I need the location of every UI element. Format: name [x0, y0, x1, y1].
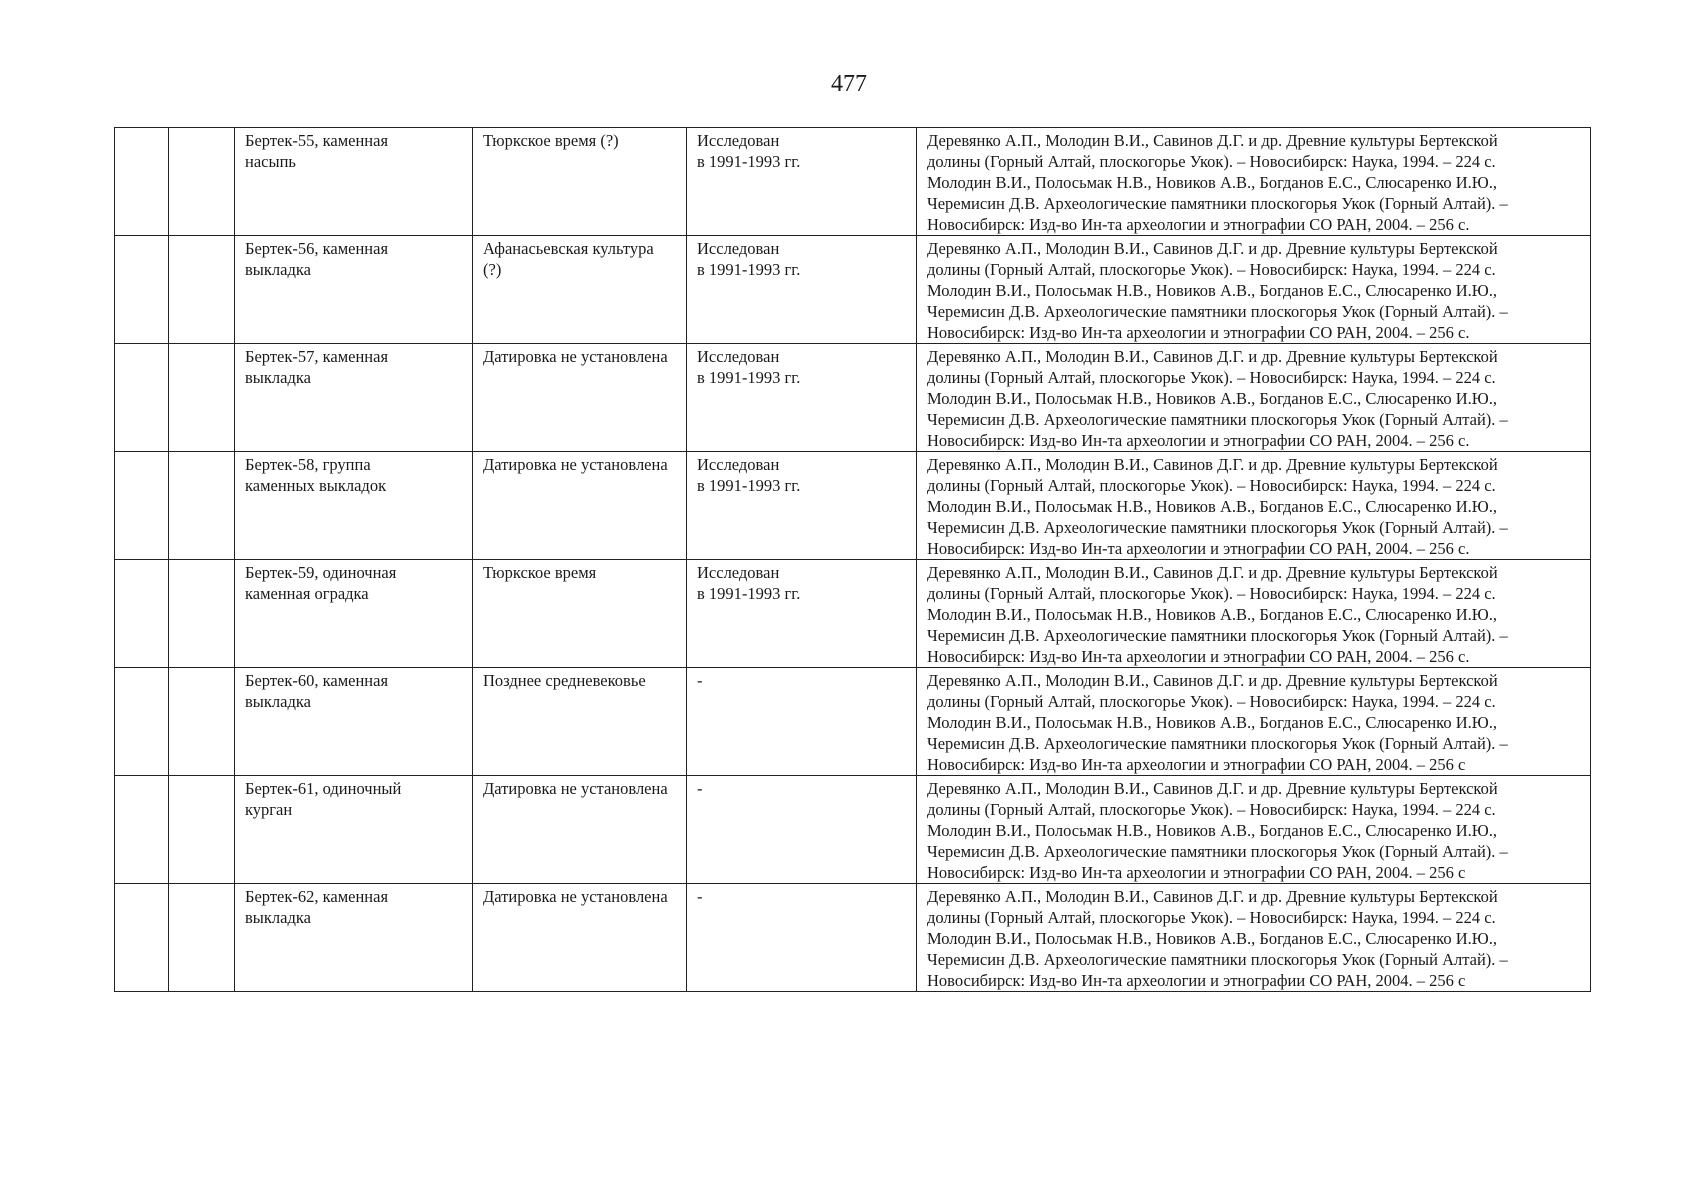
cell-dating [473, 128, 687, 236]
cell-code [169, 452, 235, 560]
cell-dating-text: Позднее средневековье [483, 671, 646, 690]
table-row [115, 452, 1591, 560]
table-row [115, 236, 1591, 344]
cell-dating-text: Афанасьевская культура (?) [483, 239, 654, 279]
cell-site-line: Бертек-62, каменная [245, 887, 389, 906]
cell-status [687, 236, 917, 344]
cell-code [169, 884, 235, 992]
cell-number [115, 452, 169, 560]
cell-literature-line: Новосибирск: Изд-во Ин-та археологии и этнографии СО РАН, 2004. – 256 с [927, 971, 1466, 990]
cell-literature-line: долины (Горный Алтай, плоскогорье Укок). – Новосибирск: Наука, 1994. – 224 с. [927, 800, 1496, 819]
cell-status-line: в 1991-1993 гг. [697, 260, 801, 279]
page-number: 477 [831, 71, 867, 97]
cell-status [687, 452, 917, 560]
cell-site [235, 884, 473, 992]
cell-literature [917, 884, 1591, 992]
cell-dating-text: Тюркское время (?) [483, 131, 619, 150]
cell-status-line: - [697, 887, 703, 906]
cell-site-line: Бертек-61, одиночный [245, 779, 402, 798]
cell-literature-line: Новосибирск: Изд-во Ин-та археологии и этнографии СО РАН, 2004. – 256 с. [927, 215, 1470, 234]
cell-literature-line: Новосибирск: Изд-во Ин-та археологии и этнографии СО РАН, 2004. – 256 с. [927, 323, 1470, 342]
cell-literature-line: Новосибирск: Изд-во Ин-та археологии и этнографии СО РАН, 2004. – 256 с. [927, 539, 1470, 558]
cell-site [235, 560, 473, 668]
cell-literature-line: долины (Горный Алтай, плоскогорье Укок). – Новосибирск: Наука, 1994. – 224 с. [927, 692, 1496, 711]
cell-site-line: Бертек-58, группа [245, 455, 371, 474]
cell-status-line: Исследован [697, 455, 780, 474]
cell-dating-text: Датировка не установлена [483, 455, 668, 474]
cell-literature-line: Новосибирск: Изд-во Ин-та археологии и этнографии СО РАН, 2004. – 256 с [927, 755, 1466, 774]
cell-site-line: Бертек-56, каменная [245, 239, 389, 258]
cell-literature-line: Молодин В.И., Полосьмак Н.В., Новиков А.В., Богданов Е.С., Слюсаренко И.Ю., [927, 281, 1497, 300]
table-row [115, 128, 1591, 236]
cell-site-line: каменных выкладок [245, 476, 387, 495]
cell-literature-line: Черемисин Д.В. Археологические памятники плоскогорья Укок (Горный Алтай). – [927, 734, 1508, 753]
table-row [115, 884, 1591, 992]
cell-dating [473, 236, 687, 344]
cell-literature-line: долины (Горный Алтай, плоскогорье Укок). – Новосибирск: Наука, 1994. – 224 с. [927, 476, 1496, 495]
cell-status-line: в 1991-1993 гг. [697, 476, 801, 495]
cell-literature-line: долины (Горный Алтай, плоскогорье Укок). – Новосибирск: Наука, 1994. – 224 с. [927, 584, 1496, 603]
cell-site-line: выкладка [245, 692, 311, 711]
cell-number [115, 776, 169, 884]
cell-number [115, 236, 169, 344]
cell-dating [473, 884, 687, 992]
cell-status-line: Исследован [697, 347, 780, 366]
cell-literature-line: Молодин В.И., Полосьмак Н.В., Новиков А.В., Богданов Е.С., Слюсаренко И.Ю., [927, 929, 1497, 948]
cell-literature-line: Черемисин Д.В. Археологические памятники плоскогорья Укок (Горный Алтай). – [927, 194, 1508, 213]
cell-status-line: - [697, 779, 703, 798]
cell-literature-line: Молодин В.И., Полосьмак Н.В., Новиков А.В., Богданов Е.С., Слюсаренко И.Ю., [927, 821, 1497, 840]
cell-literature-line: Деревянко А.П., Молодин В.И., Савинов Д.Г. и др. Древние культуры Бертекской [927, 131, 1498, 150]
cell-literature-line: Деревянко А.П., Молодин В.И., Савинов Д.Г. и др. Древние культуры Бертекской [927, 671, 1498, 690]
table-row [115, 560, 1591, 668]
cell-literature-line: Деревянко А.П., Молодин В.И., Савинов Д.Г. и др. Древние культуры Бертекской [927, 239, 1498, 258]
cell-status [687, 560, 917, 668]
cell-code [169, 236, 235, 344]
cell-site-line: выкладка [245, 260, 311, 279]
cell-dating-text: Датировка не установлена [483, 347, 668, 366]
cell-site-line: Бертек-60, каменная [245, 671, 389, 690]
cell-site-line: Бертек-57, каменная [245, 347, 389, 366]
cell-literature-line: Деревянко А.П., Молодин В.И., Савинов Д.Г. и др. Древние культуры Бертекской [927, 887, 1498, 906]
cell-literature-line: Черемисин Д.В. Археологические памятники плоскогорья Укок (Горный Алтай). – [927, 410, 1508, 429]
cell-literature [917, 668, 1591, 776]
cell-literature-line: Молодин В.И., Полосьмак Н.В., Новиков А.В., Богданов Е.С., Слюсаренко И.Ю., [927, 497, 1497, 516]
cell-status-line: Исследован [697, 131, 780, 150]
cell-site-line: выкладка [245, 368, 311, 387]
table-row [115, 344, 1591, 452]
cell-site [235, 128, 473, 236]
cell-literature [917, 344, 1591, 452]
cell-literature-line: Новосибирск: Изд-во Ин-та археологии и этнографии СО РАН, 2004. – 256 с. [927, 431, 1470, 450]
cell-site-line: Бертек-55, каменная [245, 131, 389, 150]
cell-status [687, 668, 917, 776]
cell-dating-text: Датировка не установлена [483, 887, 668, 906]
cell-literature-line: долины (Горный Алтай, плоскогорье Укок). – Новосибирск: Наука, 1994. – 224 с. [927, 368, 1496, 387]
cell-status-line: в 1991-1993 гг. [697, 584, 801, 603]
cell-number [115, 128, 169, 236]
cell-code [169, 560, 235, 668]
cell-literature [917, 128, 1591, 236]
cell-site [235, 452, 473, 560]
cell-number [115, 560, 169, 668]
cell-literature-line: Молодин В.И., Полосьмак Н.В., Новиков А.В., Богданов Е.С., Слюсаренко И.Ю., [927, 713, 1497, 732]
cell-literature [917, 560, 1591, 668]
cell-status-line: Исследован [697, 239, 780, 258]
cell-literature-line: Черемисин Д.В. Археологические памятники плоскогорья Укок (Горный Алтай). – [927, 518, 1508, 537]
cell-literature [917, 236, 1591, 344]
cell-status [687, 884, 917, 992]
cell-dating-text: Датировка не установлена [483, 779, 668, 798]
cell-dating [473, 452, 687, 560]
table-row [115, 776, 1591, 884]
cell-site [235, 668, 473, 776]
cell-literature-line: Деревянко А.П., Молодин В.И., Савинов Д.Г. и др. Древние культуры Бертекской [927, 347, 1498, 366]
cell-status-line: в 1991-1993 гг. [697, 368, 801, 387]
cell-dating [473, 776, 687, 884]
cell-literature-line: Новосибирск: Изд-во Ин-та археологии и этнографии СО РАН, 2004. – 256 с [927, 863, 1466, 882]
cell-code [169, 128, 235, 236]
cell-literature-line: Новосибирск: Изд-во Ин-та археологии и этнографии СО РАН, 2004. – 256 с. [927, 647, 1470, 666]
cell-code [169, 668, 235, 776]
cell-literature-line: Черемисин Д.В. Археологические памятники плоскогорья Укок (Горный Алтай). – [927, 842, 1508, 861]
cell-status [687, 344, 917, 452]
cell-site-line: Бертек-59, одиночная [245, 563, 397, 582]
cell-site-line: выкладка [245, 908, 311, 927]
cell-dating-text: Тюркское время [483, 563, 597, 582]
cell-literature-line: Молодин В.И., Полосьмак Н.В., Новиков А.В., Богданов Е.С., Слюсаренко И.Ю., [927, 389, 1497, 408]
cell-site-line: курган [245, 800, 293, 819]
cell-status [687, 776, 917, 884]
cell-dating [473, 560, 687, 668]
cell-site [235, 776, 473, 884]
cell-status-line: в 1991-1993 гг. [697, 152, 801, 171]
cell-code [169, 776, 235, 884]
cell-site-line: насыпь [245, 152, 296, 171]
cell-literature-line: Деревянко А.П., Молодин В.И., Савинов Д.Г. и др. Древние культуры Бертекской [927, 455, 1498, 474]
cell-dating [473, 668, 687, 776]
cell-literature [917, 452, 1591, 560]
cell-literature-line: долины (Горный Алтай, плоскогорье Укок). – Новосибирск: Наука, 1994. – 224 с. [927, 152, 1496, 171]
cell-number [115, 344, 169, 452]
cell-literature-line: Черемисин Д.В. Археологические памятники плоскогорья Укок (Горный Алтай). – [927, 950, 1508, 969]
cell-literature-line: Черемисин Д.В. Археологические памятники плоскогорья Укок (Горный Алтай). – [927, 626, 1508, 645]
cell-status-line: Исследован [697, 563, 780, 582]
cell-site [235, 236, 473, 344]
cell-code [169, 344, 235, 452]
cell-number [115, 884, 169, 992]
cell-literature-line: долины (Горный Алтай, плоскогорье Укок). – Новосибирск: Наука, 1994. – 224 с. [927, 260, 1496, 279]
cell-dating [473, 344, 687, 452]
table-row [115, 668, 1591, 776]
cell-number [115, 668, 169, 776]
cell-site [235, 344, 473, 452]
cell-status-line: - [697, 671, 703, 690]
cell-literature-line: Деревянко А.П., Молодин В.И., Савинов Д.Г. и др. Древние культуры Бертекской [927, 563, 1498, 582]
cell-literature-line: Деревянко А.П., Молодин В.И., Савинов Д.Г. и др. Древние культуры Бертекской [927, 779, 1498, 798]
cell-literature [917, 776, 1591, 884]
cell-status [687, 128, 917, 236]
table-body [115, 128, 1591, 992]
sites-table [114, 127, 1591, 992]
cell-literature-line: Черемисин Д.В. Археологические памятники плоскогорья Укок (Горный Алтай). – [927, 302, 1508, 321]
cell-literature-line: Молодин В.И., Полосьмак Н.В., Новиков А.В., Богданов Е.С., Слюсаренко И.Ю., [927, 173, 1497, 192]
cell-literature-line: долины (Горный Алтай, плоскогорье Укок). – Новосибирск: Наука, 1994. – 224 с. [927, 908, 1496, 927]
cell-literature-line: Молодин В.И., Полосьмак Н.В., Новиков А.В., Богданов Е.С., Слюсаренко И.Ю., [927, 605, 1497, 624]
cell-site-line: каменная оградка [245, 584, 369, 603]
